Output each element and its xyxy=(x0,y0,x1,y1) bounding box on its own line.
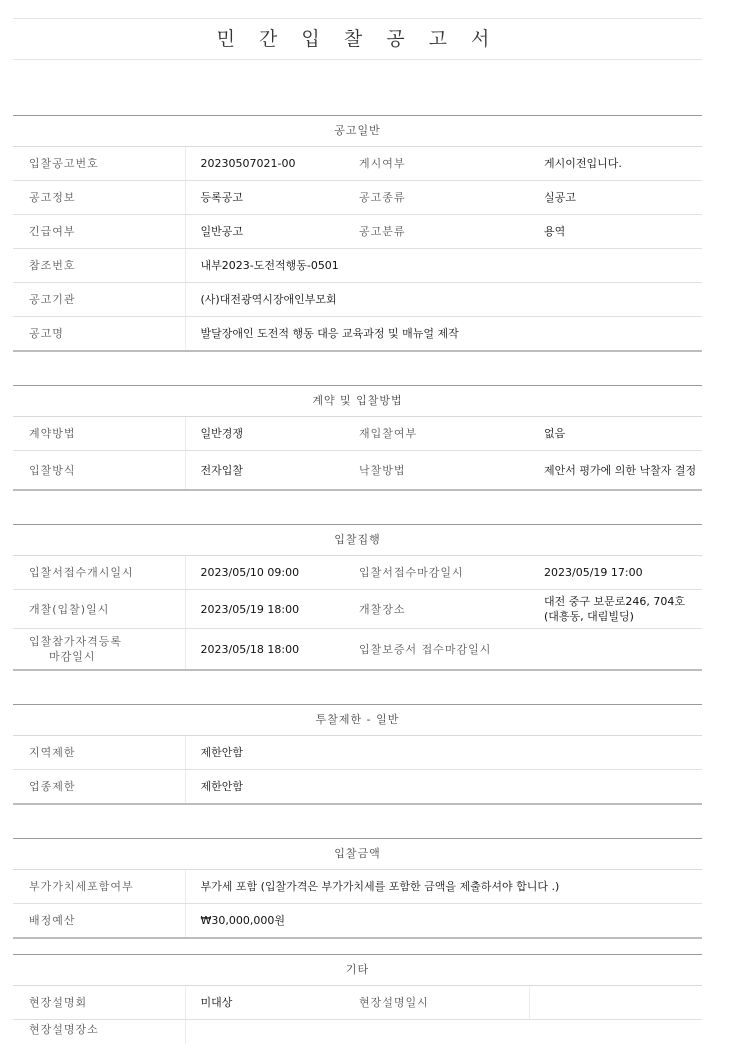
field-value: 제안서 평가에 의한 낙찰자 결정 xyxy=(544,463,697,477)
bid-amount-table xyxy=(13,870,702,937)
field-value: 등록공고 xyxy=(185,181,357,215)
contract-method-table xyxy=(13,417,702,489)
table-row xyxy=(13,317,702,351)
field-value: 용역 xyxy=(529,215,702,249)
field-label: 입찰공고번호 xyxy=(13,147,185,181)
field-value: 2023/05/18 18:00 xyxy=(200,642,300,656)
section-contract-method xyxy=(13,385,702,491)
field-label: 계약방법 xyxy=(13,417,185,451)
table-row xyxy=(13,1020,702,1045)
field-value: 2023/05/10 09:00 xyxy=(185,556,357,590)
field-label: 배정예산 xyxy=(13,904,185,938)
field-label: 입찰서접수개시일시 xyxy=(13,556,185,590)
section-bid-restriction xyxy=(13,704,702,805)
field-label: 재입찰여부 xyxy=(357,417,529,451)
table-row xyxy=(13,417,702,451)
field-value: 제한안함 xyxy=(200,780,244,793)
bid-restriction-table xyxy=(13,736,702,803)
field-label: 참조번호 xyxy=(13,249,185,283)
bid-execution-table xyxy=(13,556,702,669)
section-header: 입찰금액 xyxy=(13,839,702,870)
section-header: 투찰제한 - 일반 xyxy=(13,705,702,736)
table-row xyxy=(13,283,702,317)
field-value: 제한안함 xyxy=(185,736,702,770)
field-label: 공고명 xyxy=(13,317,185,351)
field-value: 게시이전입니다. xyxy=(529,147,702,181)
field-value: 전자입찰 xyxy=(200,463,244,477)
field-label: 공고종류 xyxy=(357,181,529,215)
field-label: 입찰보증서 접수마감일시 xyxy=(359,642,492,656)
field-label: 현장설명일시 xyxy=(357,986,529,1020)
field-label xyxy=(13,629,185,670)
field-value: 없음 xyxy=(529,417,702,451)
field-value: 내부2023-도전적행동-0501 xyxy=(185,249,702,283)
section-bid-execution xyxy=(13,524,702,671)
table-row xyxy=(13,590,702,629)
table-row xyxy=(13,181,702,215)
field-value: 일반공고 xyxy=(185,215,357,249)
field-value: 실공고 xyxy=(529,181,702,215)
table-row xyxy=(13,556,702,590)
section-etc xyxy=(13,954,702,1044)
field-label: 업종제한 xyxy=(13,770,185,804)
table-row xyxy=(13,770,702,804)
table-row xyxy=(13,249,702,283)
field-value: 미대상 xyxy=(185,986,357,1020)
field-value: 20230507021-00 xyxy=(185,147,357,181)
field-value: 2023/05/19 17:00 xyxy=(529,556,702,590)
table-row xyxy=(13,870,702,904)
field-label-line1: 입찰참가자격등록 xyxy=(29,635,123,648)
field-value xyxy=(529,986,702,1020)
field-label: 지역제한 xyxy=(13,736,185,770)
field-label: 개찰장소 xyxy=(357,590,529,629)
table-row xyxy=(13,904,702,938)
field-value: 2023/05/19 18:00 xyxy=(185,590,357,629)
field-label: 입찰서접수마감일시 xyxy=(357,556,529,590)
section-notice-general xyxy=(13,115,702,352)
field-label: 긴급여부 xyxy=(13,215,185,249)
table-row xyxy=(13,147,702,181)
field-label: 공고기관 xyxy=(13,283,185,317)
field-value xyxy=(185,1020,702,1045)
field-label: 공고정보 xyxy=(13,181,185,215)
field-value xyxy=(529,629,702,670)
budget-value: ₩30,000,000원 xyxy=(200,914,285,927)
field-label: 현장설명회 xyxy=(13,986,185,1020)
field-label: 입찰방식 xyxy=(13,451,185,490)
section-header: 공고일반 xyxy=(13,116,702,147)
field-label: 공고분류 xyxy=(357,215,529,249)
field-label: 낙찰방법 xyxy=(359,463,406,477)
field-label: 부가가치세포함여부 xyxy=(13,870,185,904)
section-header: 계약 및 입찰방법 xyxy=(13,386,702,417)
table-row xyxy=(13,736,702,770)
table-row xyxy=(13,986,702,1020)
field-value: 부가세 포함 (입찰가격은 부가가치세를 포함한 금액을 제출하셔야 합니다 .) xyxy=(185,870,702,904)
field-value: 일반경쟁 xyxy=(185,417,357,451)
section-header: 기타 xyxy=(13,955,702,986)
field-label: 현장설명장소 xyxy=(13,1020,185,1045)
field-value: 대전 중구 보문로246, 704호 (대흥동, 대림빌딩) xyxy=(529,590,702,629)
table-row xyxy=(13,215,702,249)
table-row xyxy=(13,629,702,670)
field-label: 개찰(입찰)일시 xyxy=(13,590,185,629)
etc-table xyxy=(13,986,702,1044)
notice-general-table xyxy=(13,147,702,350)
notice-name-value: 발달장애인 도전적 행동 대응 교육과정 및 매뉴얼 제작 xyxy=(200,327,459,340)
section-bid-amount xyxy=(13,838,702,939)
section-header: 입찰집행 xyxy=(13,525,702,556)
field-label-line2: 마감일시 xyxy=(49,650,96,663)
field-value: (사)대전광역시장애인부모회 xyxy=(185,283,702,317)
table-row xyxy=(13,451,702,490)
field-label: 게시여부 xyxy=(357,147,529,181)
page-title: 민 간 입 찰 공 고 서 xyxy=(13,18,702,60)
